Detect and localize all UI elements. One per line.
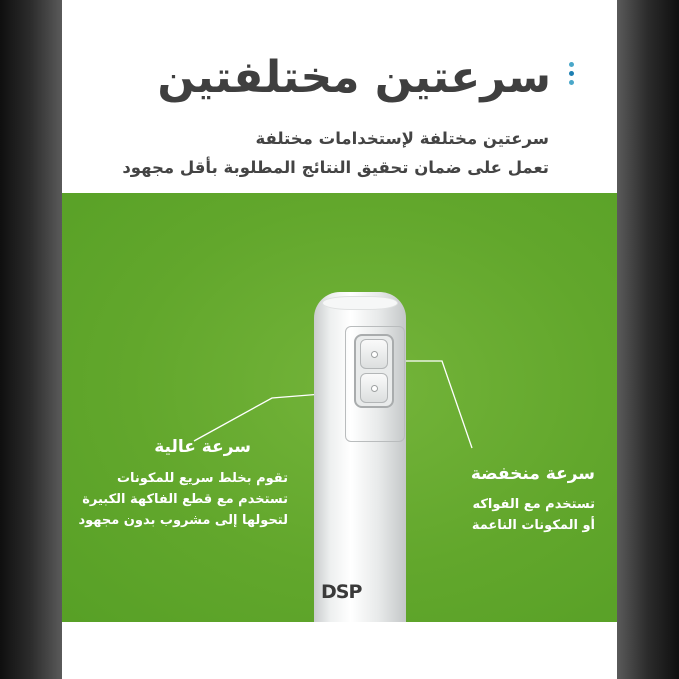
low-speed-line-2: أو المكونات الناعمة bbox=[471, 518, 595, 533]
hand-blender-image bbox=[314, 292, 406, 632]
brand-logo: DSP bbox=[321, 581, 362, 603]
blender-top-cap bbox=[322, 296, 398, 310]
high-speed-button-image bbox=[360, 373, 388, 403]
low-speed-description bbox=[472, 494, 595, 536]
high-speed-title: سرعة عالية bbox=[154, 437, 251, 457]
subtitle-line-1: سرعتين مختلفة لإستخدامات مختلفة bbox=[255, 129, 549, 148]
low-speed-button-image bbox=[360, 339, 388, 369]
subtitle bbox=[89, 124, 549, 182]
bottom-strip bbox=[62, 622, 617, 679]
low-speed-title: سرعة منخفضة bbox=[470, 464, 595, 484]
subtitle-line-2: تعمل على ضمان تحقيق النتائج المطلوبة بأقل مجهود bbox=[122, 158, 549, 177]
page-title: سرعتين مختلفتين bbox=[157, 52, 551, 103]
feature-banner bbox=[62, 193, 617, 622]
high-speed-line-1: تقوم بخلط سريع للمكونات bbox=[116, 471, 288, 486]
high-speed-line-2: تستخدم مع قطع الفاكهة الكبيرة bbox=[82, 492, 288, 507]
low-speed-line-1: تستخدم مع الفواكه bbox=[472, 497, 595, 512]
high-speed-line-3: لتحولها إلى مشروب بدون مجهود bbox=[78, 513, 288, 528]
high-speed-description bbox=[78, 468, 288, 531]
product-feature-panel bbox=[62, 0, 617, 679]
accent-dots-icon bbox=[567, 62, 575, 85]
speed-buttons-panel bbox=[354, 334, 394, 408]
